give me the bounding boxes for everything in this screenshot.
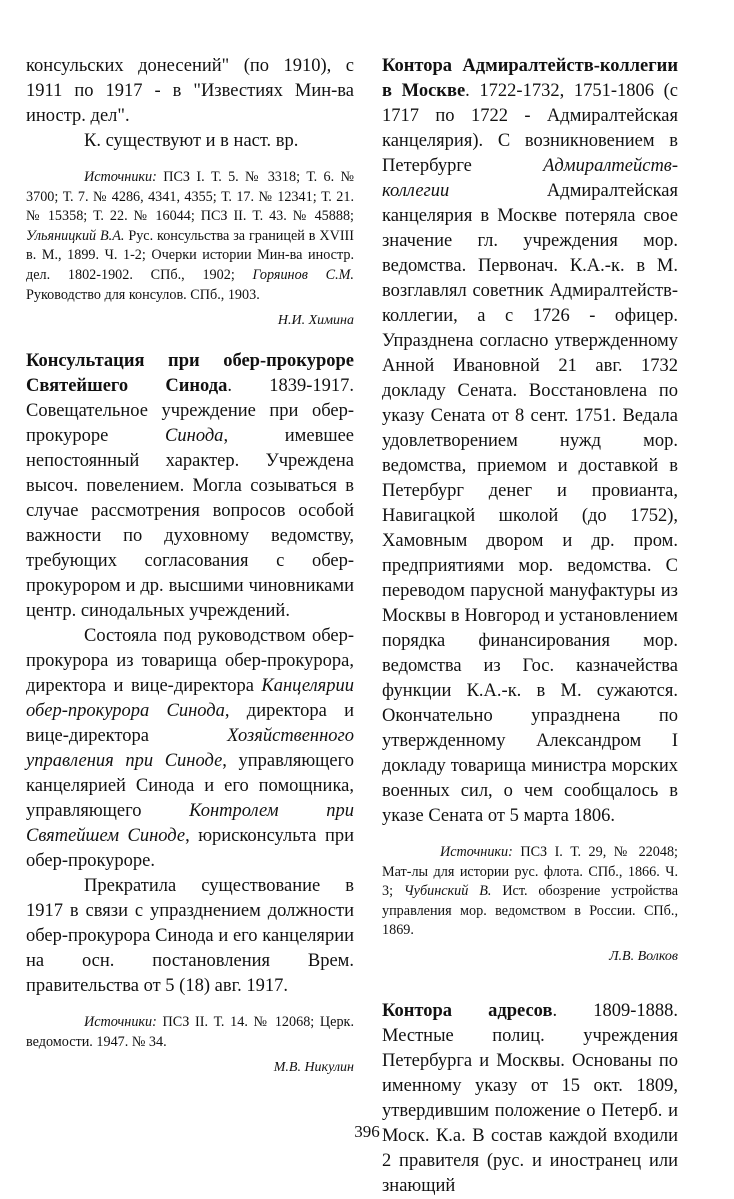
sources-text: ПСЗ I. Т. 5. № 3318; Т. 6. № 3700; Т. 7. № 4286, 4341, 4355; Т. 17. № 12341; Т. 21. № 15358; Т. 22. № 16044; ПСЗ II. Т. 43. № 45888; [26, 169, 354, 225]
entry-link: Адмиралтейств-коллегии [382, 156, 678, 201]
sources-text: ПСЗ I. Т. 29, № 22048; Мат-лы для истории рус. флота. СПб., 1866. Ч. 3; [382, 844, 678, 900]
sources-label: Источники: [84, 169, 157, 185]
left-column [26, 54, 354, 1076]
entry-text: Адмиралтейская канцелярия в Москве потеряла свое значение гл. учреждения мор. ведомства. Первонач. К.А.-к. в М. возглавлял советник Адмиралтейств-коллегии, а с 1726 - офицер. Упразднена согласно утвержденному Анной Ивановной 21 авг. 1732 докладу Сената. Восстановлена по указу Сената от 8 сент. 1751. Ведала удовлетворением нужд мор. ведомства, приемом и доставкой в Петербург денег и провианта, Навигацкой школой (до 1752), Хамовным двором и др. пром. предприятиями мор. ведомства. С переводом парусной мануфактуры из Москвы в Новгород и установлением порядка финансирования мор. ведомства из Гос. казначейства функции К.А.-к. в М. сужаются. Окончательно упразднена по утвержденному Александром I докладу товарища министра морских военных сил, о чем сообщалось в указе Сената от 5 марта 1806. [382, 181, 678, 826]
entry-title: Контора Адмиралтейств-коллегии в Москве [382, 56, 678, 101]
sources-author: Горяинов С.М. [252, 266, 354, 283]
entry-konsultatsiya [26, 349, 354, 999]
sources-author: Ульяницкий В.А. [26, 227, 125, 244]
continuation-note: К. существуют и в наст. вр. [84, 131, 299, 151]
entry-title: Контора адресов [382, 1000, 553, 1021]
entry-text: . 1809-1888. Местные полиц. учреждения Петербурга и Москвы. Основаны по именному указу от 15 окт. 1809, утвердившим положение о Петерб. и Моск. К.а. В состав каждой входили 2 правителя (рус. и иностранец или знающий [382, 1000, 678, 1196]
entry-continuation [26, 54, 354, 154]
sources-block [26, 1013, 354, 1052]
sources-block [26, 168, 354, 305]
entry-text: , юрисконсульта при обер-прокуроре. [26, 826, 354, 872]
entry-text: , имевшее непостоянный характер. Учреждена высоч. повелением. Могла созываться в случае рассмотрения вопросов особой важности по духовному ведомству, требующих согласования с обер-прокурором и др. высшими чиновниками центр. синодальных учреждений. [26, 426, 354, 622]
right-column [382, 54, 678, 1199]
entry-kontora-adresov [382, 999, 678, 1199]
sources-author: Чубинский В. [403, 883, 492, 900]
entry-text: Прекратила существование в 1917 в связи с упразднением должности обер-прокурора Синода и его канцелярии на осн. постановления Врем. правительства от 5 (18) авг. 1917. [26, 876, 354, 997]
sources-label: Источники: [440, 844, 513, 860]
entry-text: , директора и вице-директора [26, 701, 354, 747]
entry-title: Консультация при обер-прокуроре Святейшего Синода [26, 351, 354, 397]
entry-text: , управляющего канцелярией Синода и его помощника, управляющего [26, 751, 355, 822]
entry-text: . 1722-1732, 1751-1806 (с 1717 по 1722 - Адмиралтейская канцелярия). С возникновением в Петербурге [382, 81, 679, 176]
entry-author: М.В. Никулин [273, 1060, 354, 1076]
entry-author: Л.В. Волков [609, 948, 678, 964]
entry-text: . 1839-1917. Совещательное учреждение при обер-прокуроре [26, 376, 354, 447]
continuation-text: консульских донесений" (по 1910), с 1911 по 1917 - в "Известиях Мин-ва иностр. дел". [26, 56, 354, 126]
page-number: 396 [354, 1122, 380, 1141]
sources-label: Источники: [84, 1014, 157, 1031]
sources-block [382, 843, 678, 941]
entry-link: Хозяйственного управления при Синоде [26, 726, 354, 772]
entry-text: Состояла под руководством обер-прокурора из товарища обер-прокурора, директора и вице-директора [26, 626, 354, 697]
entry-link: Канцелярии обер-прокурора Синода [26, 676, 354, 722]
entry-link: Синода [165, 426, 224, 447]
entry-author: Н.И. Химина [277, 313, 354, 329]
entry-kontora-admiralteistv [382, 54, 678, 829]
sources-text: Руководство для консулов. СПб., 1903. [26, 286, 260, 303]
sources-text: ПСЗ II. Т. 14. № 12068; Церк. ведомости. 1947. № 34. [26, 1014, 354, 1050]
sources-text: Ист. обозрение устройства управления мор. ведомством в России. СПб., 1869. [382, 883, 678, 939]
sources-text: Рус. консульства за границей в XVIII в. М., 1899. Ч. 1-2; Очерки истории Мин-ва иностр. дел. 1802-1902. СПб., 1902; [26, 227, 354, 283]
entry-link: Контролем при Святейшем Синоде [26, 801, 354, 847]
